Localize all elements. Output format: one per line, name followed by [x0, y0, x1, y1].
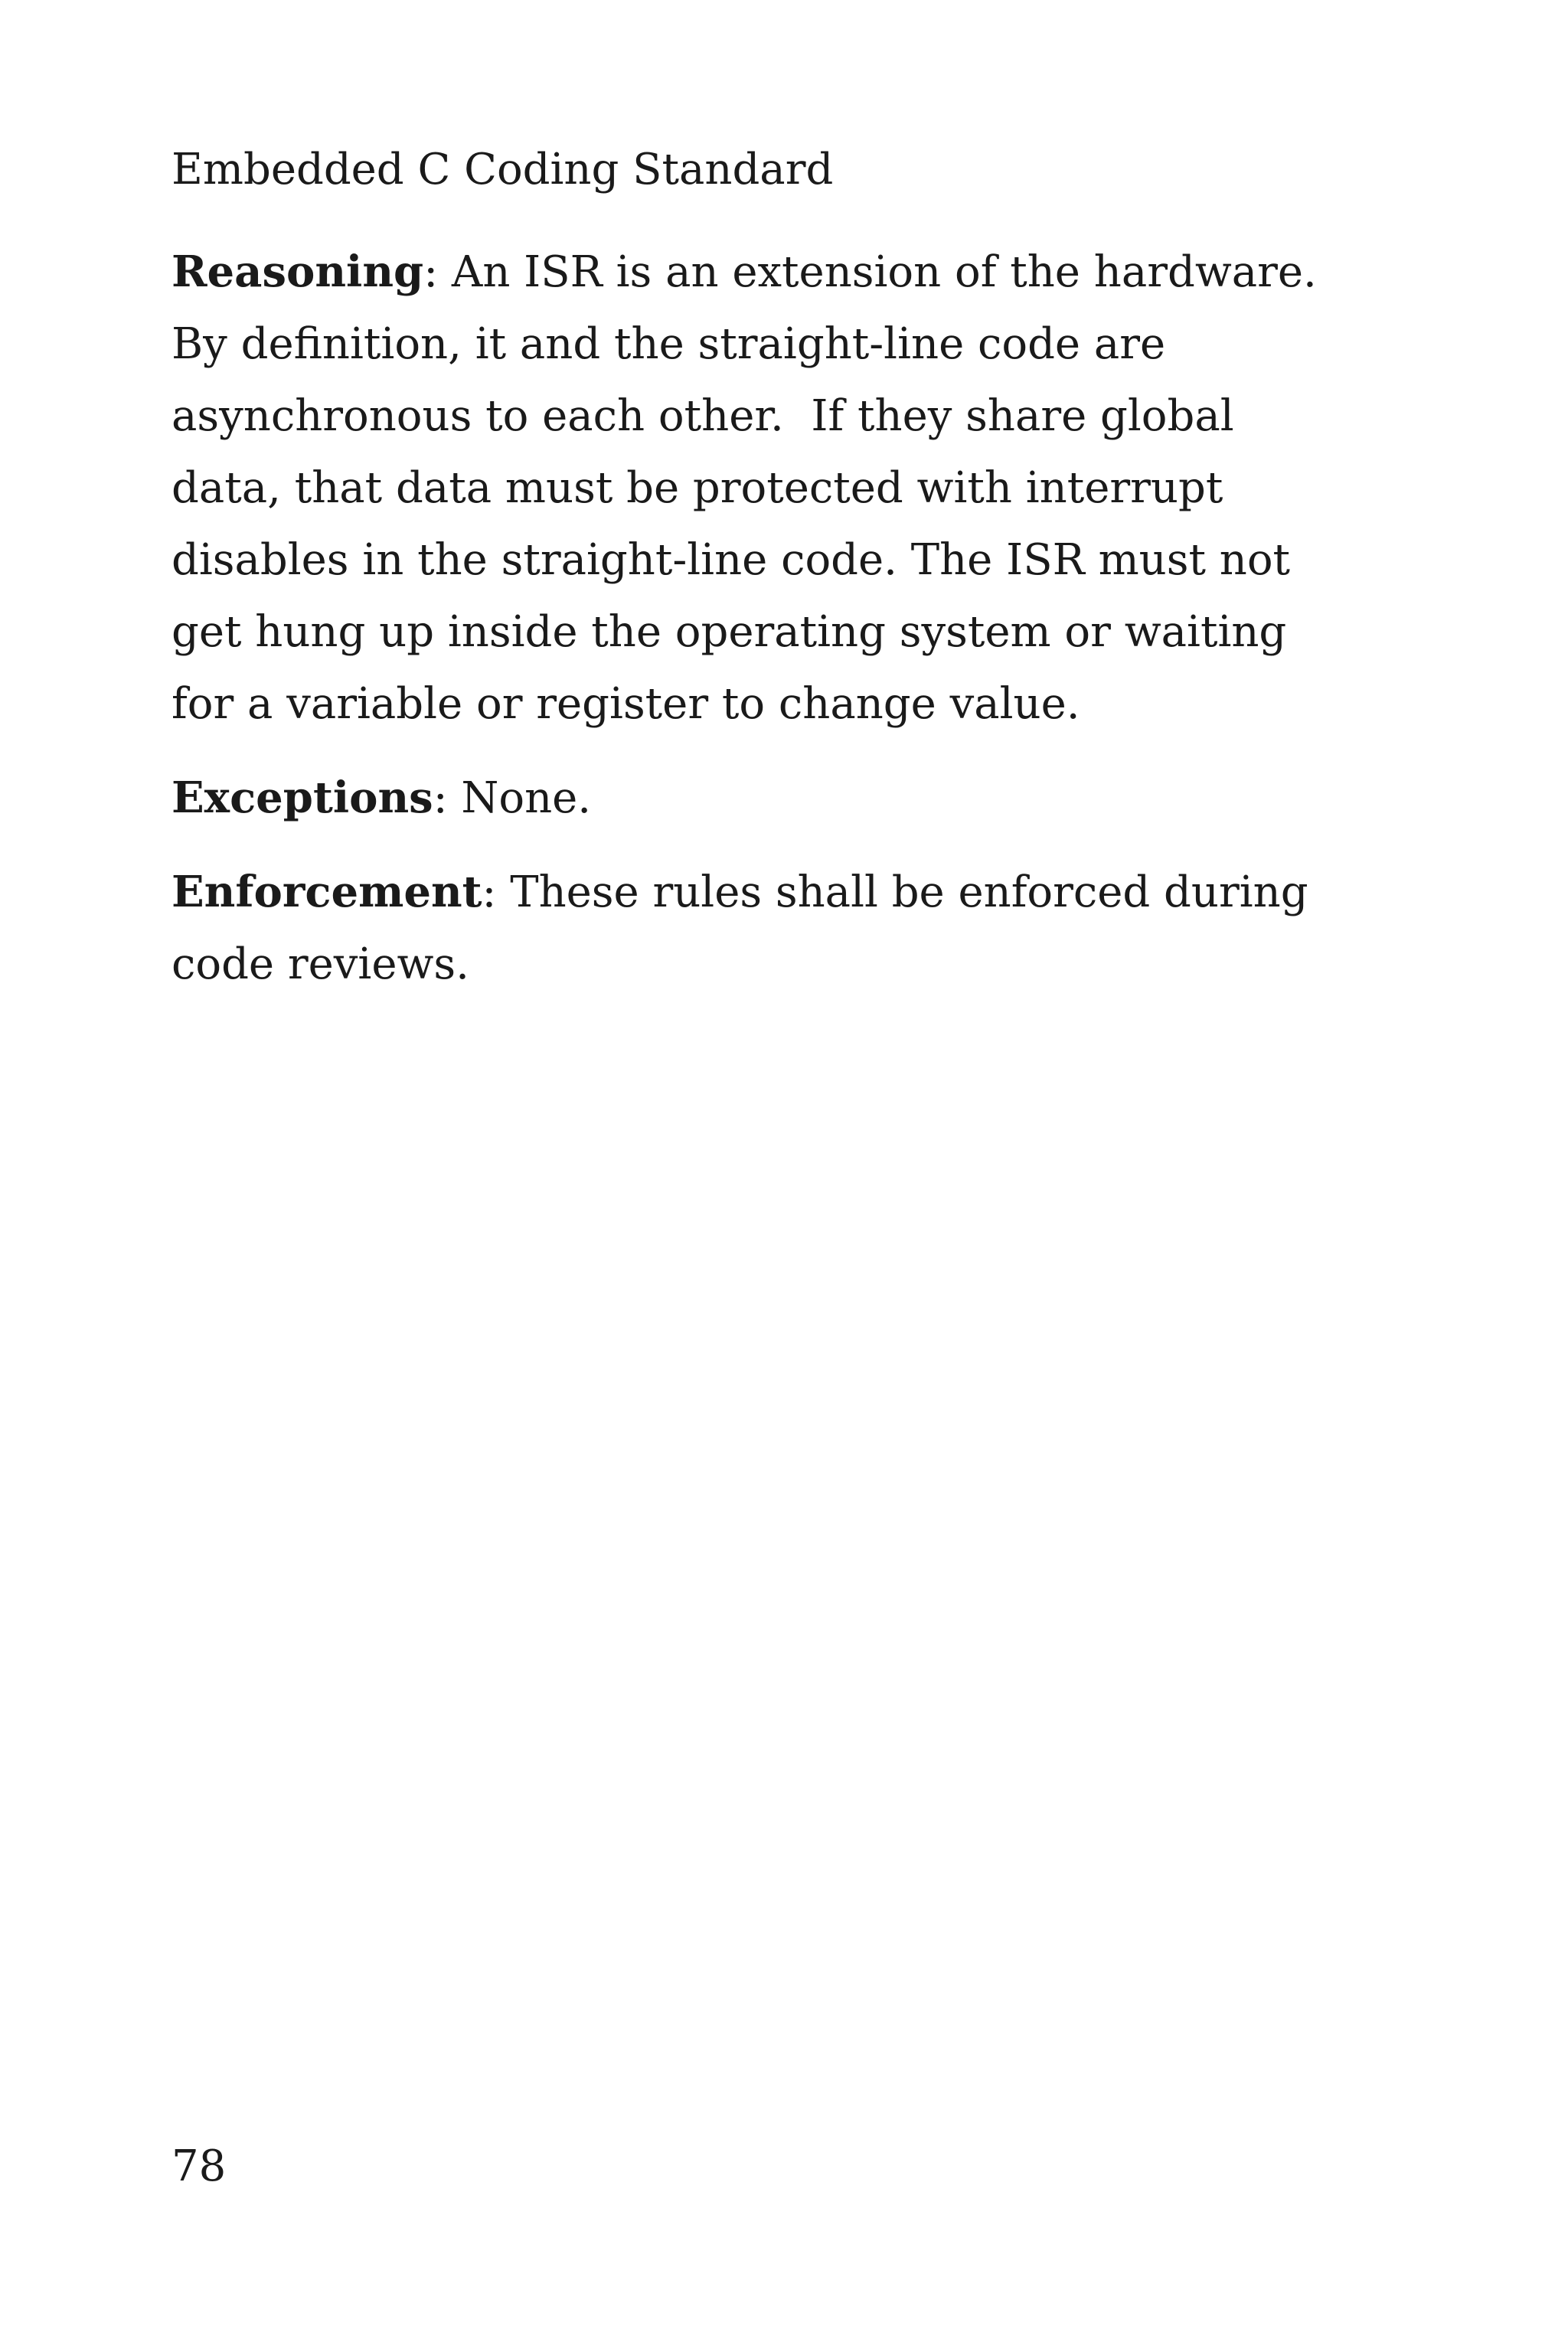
page-number: 78	[172, 2141, 227, 2191]
page-body	[172, 236, 1351, 1022]
exceptions-text: : None.	[433, 773, 592, 823]
running-header: Embedded C Coding Standard	[172, 145, 834, 194]
enforcement-paragraph	[172, 856, 1351, 1001]
exceptions-paragraph	[172, 762, 1351, 835]
reasoning-paragraph	[172, 236, 1351, 740]
enforcement-term: Enforcement	[172, 867, 482, 917]
reasoning-text: : An ISR is an extension of the hardware. By definition, it and the straight-line code are asynchronous to each other. If they share global data, that data must be protected with interrupt disables in the straight-line code. The ISR must not get hung up inside the operating system or waiting for a variable or register to change value.	[172, 247, 1344, 729]
reasoning-term: Reasoning	[172, 247, 424, 297]
exceptions-term: Exceptions	[172, 773, 433, 823]
enforcement-text: : These rules shall be enforced during code reviews.	[172, 867, 1308, 989]
